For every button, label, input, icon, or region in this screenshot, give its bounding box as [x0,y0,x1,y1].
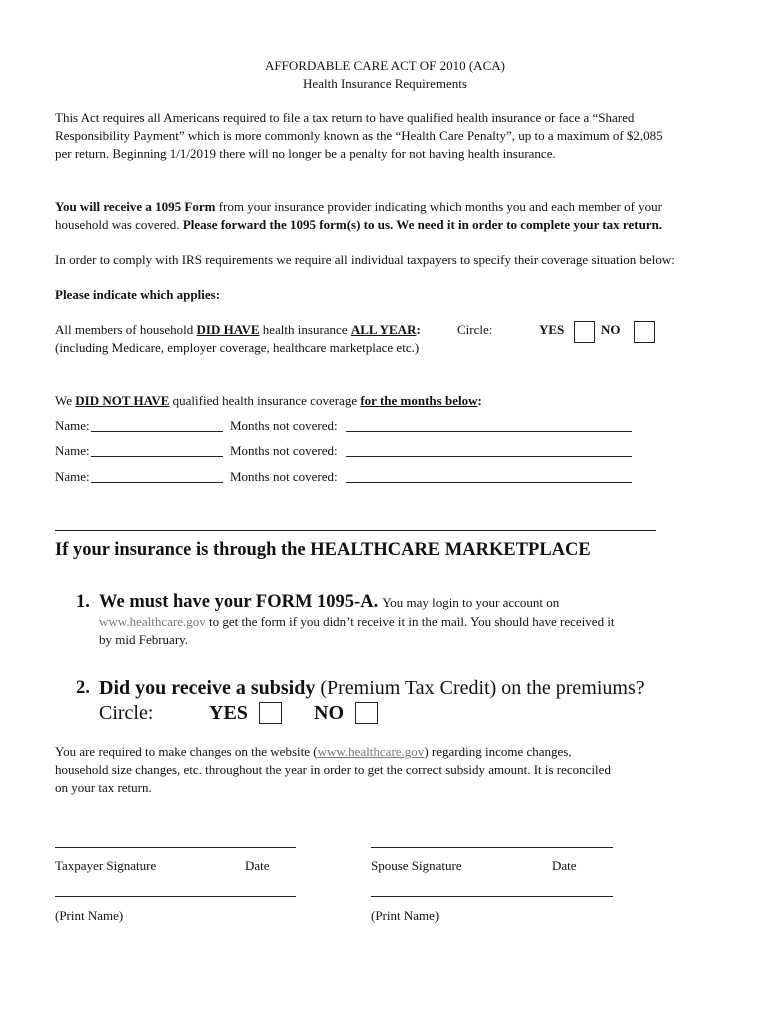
item-1-line-3: by mid February. [99,632,189,647]
not-have-text-2: qualified health insurance coverage [169,393,361,408]
item-2-yes-label: YES [209,702,248,724]
item-1-line-1 [99,590,559,615]
spouse-date-label: Date [552,858,577,873]
form1095-bold: You will receive a 1095 Form [55,199,216,214]
item-2-no-label: NO [314,702,344,724]
form1095-line-2 [55,216,662,234]
taxpayer-date-label: Date [245,858,270,873]
item-1-bold: We must have your FORM 1095-A. [99,592,379,612]
months-field[interactable] [346,431,632,432]
note-line-1 [55,743,572,761]
form1095-forward-request: Please forward the 1095 form(s) to us. We need it in order to complete your tax return. [182,217,663,232]
form1095-line2-start: household was covered. [55,217,183,232]
healthcare-gov-link-2[interactable]: www.healthcare.gov [317,744,425,759]
item-2-rest: (Premium Tax Credit) on the premiums? [315,677,645,699]
all-year-no-label: NO [601,322,621,337]
page-title: AFFORDABLE CARE ACT OF 2010 (ACA) [265,58,505,73]
months-label: Months not covered: [230,443,338,458]
for-months-label: for the months below [360,393,478,408]
item-2-circle-label: Circle: [99,702,154,724]
spouse-signature-label: Spouse Signature [371,858,462,873]
months-field[interactable] [346,456,632,457]
irs-requirement-text: In order to comply with IRS requirements we require all individual taxpayers to specify their coverage situation below: [55,252,675,267]
item-1-rest: You may login to your account on [382,595,560,610]
subsidy-yes-checkbox[interactable] [259,702,282,724]
months-label: Months not covered: [230,418,338,433]
spouse-print-label: (Print Name) [371,908,440,923]
all-year-no-checkbox[interactable] [634,321,655,343]
all-year-line-2: (including Medicare, employer coverage, healthcare marketplace etc.) [55,340,420,355]
name-field[interactable] [91,482,223,483]
intro-line-2: Responsibility Payment” which is more commonly known as the “Health Care Penalty”, up to a maximum of $2,085 [55,128,663,143]
name-label: Name: [55,418,90,433]
not-have-colon: : [477,393,482,408]
item-2-number: 2. [76,678,90,698]
form1095-rest: from your insurance provider indicating which months you and each member of your [215,199,662,214]
all-year-yes-checkbox[interactable] [574,321,595,343]
not-have-heading [55,392,482,410]
all-year-text-1: All members of household [55,322,197,337]
indicate-heading: Please indicate which applies: [55,287,221,302]
subsidy-no-checkbox[interactable] [355,702,378,724]
name-label: Name: [55,469,90,484]
months-field[interactable] [346,482,632,483]
item-1-line2-rest: to get the form if you didn’t receive it in the mail. You should have received it [205,614,615,629]
item-1-line-2 [99,613,615,631]
all-year-circle-label: Circle: [457,322,493,337]
all-year-yes-label: YES [539,322,565,337]
taxpayer-print-line[interactable] [55,896,296,897]
taxpayer-print-label: (Print Name) [55,908,124,923]
name-label: Name: [55,443,90,458]
all-year-line-1 [55,321,421,339]
name-field[interactable] [91,456,223,457]
all-year-text-2: health insurance [259,322,351,337]
did-have-label: DID HAVE [196,322,260,337]
intro-line-1: This Act requires all Americans required to file a tax return to have qualified health insurance or face a “Shared [55,110,635,125]
intro-line-3: per return. Beginning 1/1/2019 there will no longer be a penalty for not having health insurance. [55,146,556,161]
all-year-colon: : [416,322,421,337]
spouse-print-line[interactable] [371,896,613,897]
note-line-2: household size changes, etc. throughout the year in order to get the correct subsidy amount. It is reconciled [55,762,611,777]
note-line1-start: You are required to make changes on the website ( [55,744,318,759]
healthcare-gov-link[interactable]: www.healthcare.gov [99,614,206,629]
not-have-text-1: We [55,393,76,408]
months-label: Months not covered: [230,469,338,484]
marketplace-heading: If your insurance is through the HEALTHCARE MARKETPLACE [55,540,591,560]
item-2-bold: Did you receive a subsidy [99,677,316,699]
item-2-line-1 [99,676,645,700]
did-not-have-label: DID NOT HAVE [75,393,170,408]
note-line1-end: ) regarding income changes, [424,744,572,759]
note-line-3: on your tax return. [55,780,152,795]
item-1-number: 1. [76,592,90,612]
spouse-signature-line[interactable] [371,847,613,848]
section-divider [55,530,656,531]
form1095-line-1 [55,198,662,216]
page-subtitle: Health Insurance Requirements [303,76,467,91]
all-year-label: ALL YEAR [350,322,417,337]
name-field[interactable] [91,431,223,432]
taxpayer-signature-line[interactable] [55,847,296,848]
taxpayer-signature-label: Taxpayer Signature [55,858,157,873]
